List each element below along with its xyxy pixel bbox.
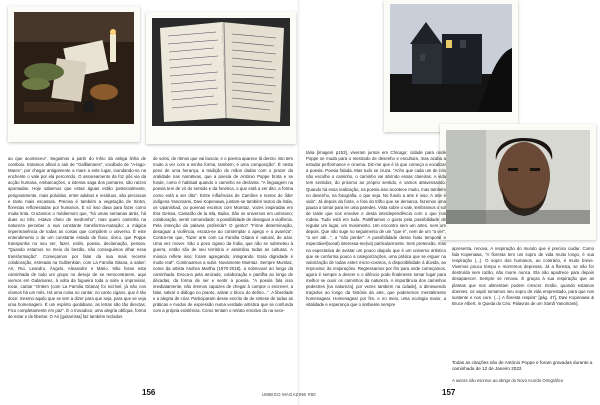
left-page-number: 156: [142, 388, 156, 397]
right-page-number: 157: [442, 388, 456, 397]
citation-caption: Todas as citações são de António Poppe e foram gravadas durante a caminhada de 12 de Janeiro 2022.: [452, 360, 593, 372]
portrait-drawing: [446, 130, 590, 224]
right-column-2-text: apresenta, renova. A respiração do mundo que é preciso cuidar. Como fala Kopenawa, "A floresta tem um sopro de vida muito longo, é sua respiração (...). O sopro dos humanos, ao contrário, é muito breve. Vivemos pouco tempo e morremos depressa. Já a floresta, se não for destruída sem razão, não morre nunca. Ela não apodrece para depois desaparecer. Sempre se renova. É graças à sua respiração que as plantas que nos alimentam podem crescer. Então, quando estamos doentes, os xapiri tomamos seu sopro de vida emprestado, para que nos sustente e nos cure. (...) A floresta respira" [pág. 47], Davi Kopenawa & Bruce Albert, in Queda do Céu: Palavras de um Xamã Yanomami].: [452, 246, 594, 306]
desk-still-life-drawing: [14, 12, 134, 124]
photo-polaroid-desk: [8, 6, 140, 142]
right-column-2: [452, 246, 594, 356]
left-column-2-text: de solos, de ritmos que vai buscar, e o poema aparece lá dentro: isto tem muito a ver com a minha forma, também; é uma composição". É nesta peso de uma herança, a tradição de mãos dadas com o prazer da oralidade nas narrativas, que a poesia de António Poppe brota e se funde, como é habitual quando o caminho se declama. "A linguagem na poesia tem de vir do sentido e da fonética, o que está a ser dito, a forma como está a ser dito". Entre influências de Camões e textos do líder indígena Yanomami, Davi Kopenawa, juntam-se também textos da Índia, os Upanishad, ou poemas escritos com Mumtaz, vozes inspiradas em Ibra Geissa, Camarão de la Isla, Buika. São os universos em uníssono; colaboração, sentir comunidade; a possibilidade de desaguar a violência. Pela intenção da palavra proferida? O gesto? "Firme determinação, desaguar a violência, escuta-se ao contemplar o apego e a avaréza". Contra-me que, "fazer arte com La Familia Gitana é natural, de azar. Uma vez mover. São o povo cigano da Índia, que não se submeteu à guerra, então são de seu território e assimilou todas as culturas. A música reflete isso; foram agregando, integrando. Essa dignidade é muito real". Continuamos a subir. Novamente Mumtaz. Sempre Mumtaz, nome da artista Andrea Martha (1970-2018), a sobrevoar ao longo da caminhada. Evoca-a pela amizade, colaboração e partilha ao longo de décadas, da forma de ser e sentir a poesia. "A poesia fala isso imediatamente, não irremos capazes de chegar à compor o escrever, a falar, salvar o diálogo no pranto, salvar o bloco do delírio...". A liberdade e a alegria de criar. Participaram desse escrito de de sintese de todas as práticas e modos de expressão numa verdade artística que se confunda com a própria existência. Como tentam o retrato emotivo do na sece-: [153, 156, 293, 314]
left-column-1-text: ao que aconteceu". Seguimos a partir do Inhio da antiga linha de comboio. Estamos afinal a sair de "Galllamares", vocábulo de "A-lago-Mares", por chegar antigamente a mare a este lugar, inundando-se na enchente o vale por ela percorrido. O assoreamento da foz pôs via da acção humana, embarcações, a intensa saga dos pomares, são raízes apontadas. Hoje sabemos que estas águas estão potencialmente, perigosamente, mais poluídas, entre adubos e resíduos, são preciosas e tanto mais escassas. Precisa é também a vegetação de Sintra, florestas reflorestadas por humanos. E só isso dava para fazer como muita tinta. Cruzamos o médiemom que, "há umas semanas atrás, há duas ou três, estava cheio de medronho", mas quem caminha na natureza perceber a sua constante transforma-mutação; a mágica impermanência de todas as coisas que compõem o universo. É este entendimento o de um constante estado de fluxo, ónico, que Poppe transpunha no seu ser, fazer, estilo, poesia, declamação, pessoa. "Quando estamos no meio do bestão, não conseguimos olhar essa transformação". Começamos por falar da sua mais recente colaboração, estreada na Gulbenkian, com La Familia Gitana, a saber: Ari, Rui, Leandro, Ângelo, Alexandre e Mário. Não fosse esta caminhada de todo um grupo no desejo de se reencontrarem, aqui viemos em Galamares, à volta da fogueira toda a noite a improvisar, tocar, cantar "Ontem (com La Familia Gitana) foi incrível, já não nos víamos há um mês. Há uma coisa no cantar, no canto cigano, que é tão doce: mesmo aquilo que se tem a dizer para que seja, para que se veja uma homenagem. É um espírito quotidiano, as letras são tão directas. Fico completamente em paz". É o trovadour, uma alegria oblíqua, forma de estar e de libertar. O Ari [guitarrista] faz também teclados: [8, 156, 146, 320]
photo-polaroid-building: [384, 0, 518, 132]
right-page: [300, 0, 600, 405]
building-night-drawing: [390, 4, 512, 112]
photo-polaroid-portrait: [440, 124, 596, 240]
left-column-1: [8, 156, 146, 382]
photo-polaroid-notebook: [146, 12, 296, 144]
left-column-2: [153, 156, 293, 382]
notebook-drawing: [152, 18, 290, 126]
portrait-image: [446, 130, 590, 224]
desk-still-life-image: [14, 12, 134, 124]
building-night-image: [390, 4, 512, 112]
orthography-note: A autora não escreve ao abrigo do Novo Acordo Ortográfico: [452, 378, 564, 383]
notebook-image: [152, 18, 290, 126]
magazine-footer: UMBIGO MAGAZINE #80: [262, 392, 316, 397]
right-column-1-text: tária [imagem p153], viveram juntos em Chicago; cidade para onde Poppe se muda para o mestrado de desenho e escultura, mas acaba a estudar performance e cinema. Diz-me que é lá que começa a vocalizar a poesia. Poesia falada. Mas tudo se cruza. "Acho que cada um de nós não escolhe o caminho, o caminho vai abrindo essas clareiras. A vida tem sentidos, do próximo ao próprio sentido, e vamos atravessando. Quando há essa realização, na poesia isso acontece muito, mas também no desenho, na fotografia, o que seja. No fundo a arte é isso. A arte é vida". Já depois da fonte, e fora do trilho que se demarca, fazemos uma pausa a tomar para ler uma paredes. Vista sobre o vale, lembramos o sol de tarde que nos envolve e desta interdependência com o que nos rodeia. Tudo está em tudo. Partilhamos o gosto pela possibilidade de regular um lugar, um movimento. Um encontro sem um artes, nem um depois. Que não suge no seguimento de um "que é", nem de um "a ver", "a ver até...", a "não perder". A possibilidade desse hiato temporal e espectável(sonal) interessa-me(va) particularmente. Sem pretensão, mas na expectativa de avistar um pouco daquilo que é um universo artístico que se conforma pouco a categorizações, uma prática que se erguer na valorização de todas estes micro-cosmos, a disponibilidade à dúvida, ao improviso; às respirações. Regressamos por fim para onde começamos, agora é sempre a descer e o silêncio pode finalmente tomar lugar para melhor se ouvir os caminhos da natureza. A importância dos caminhos pedestres [na natureza], por vezes também na cidade], a diminuendo traçados ao longo da história da arte, que poderemos mentalmente homenagear. Homenagear por fim, e no meio, uma ecologia maior, a vitalidade e esperança que o ambiente sempre: [306, 150, 446, 308]
right-column-1: [306, 150, 446, 382]
